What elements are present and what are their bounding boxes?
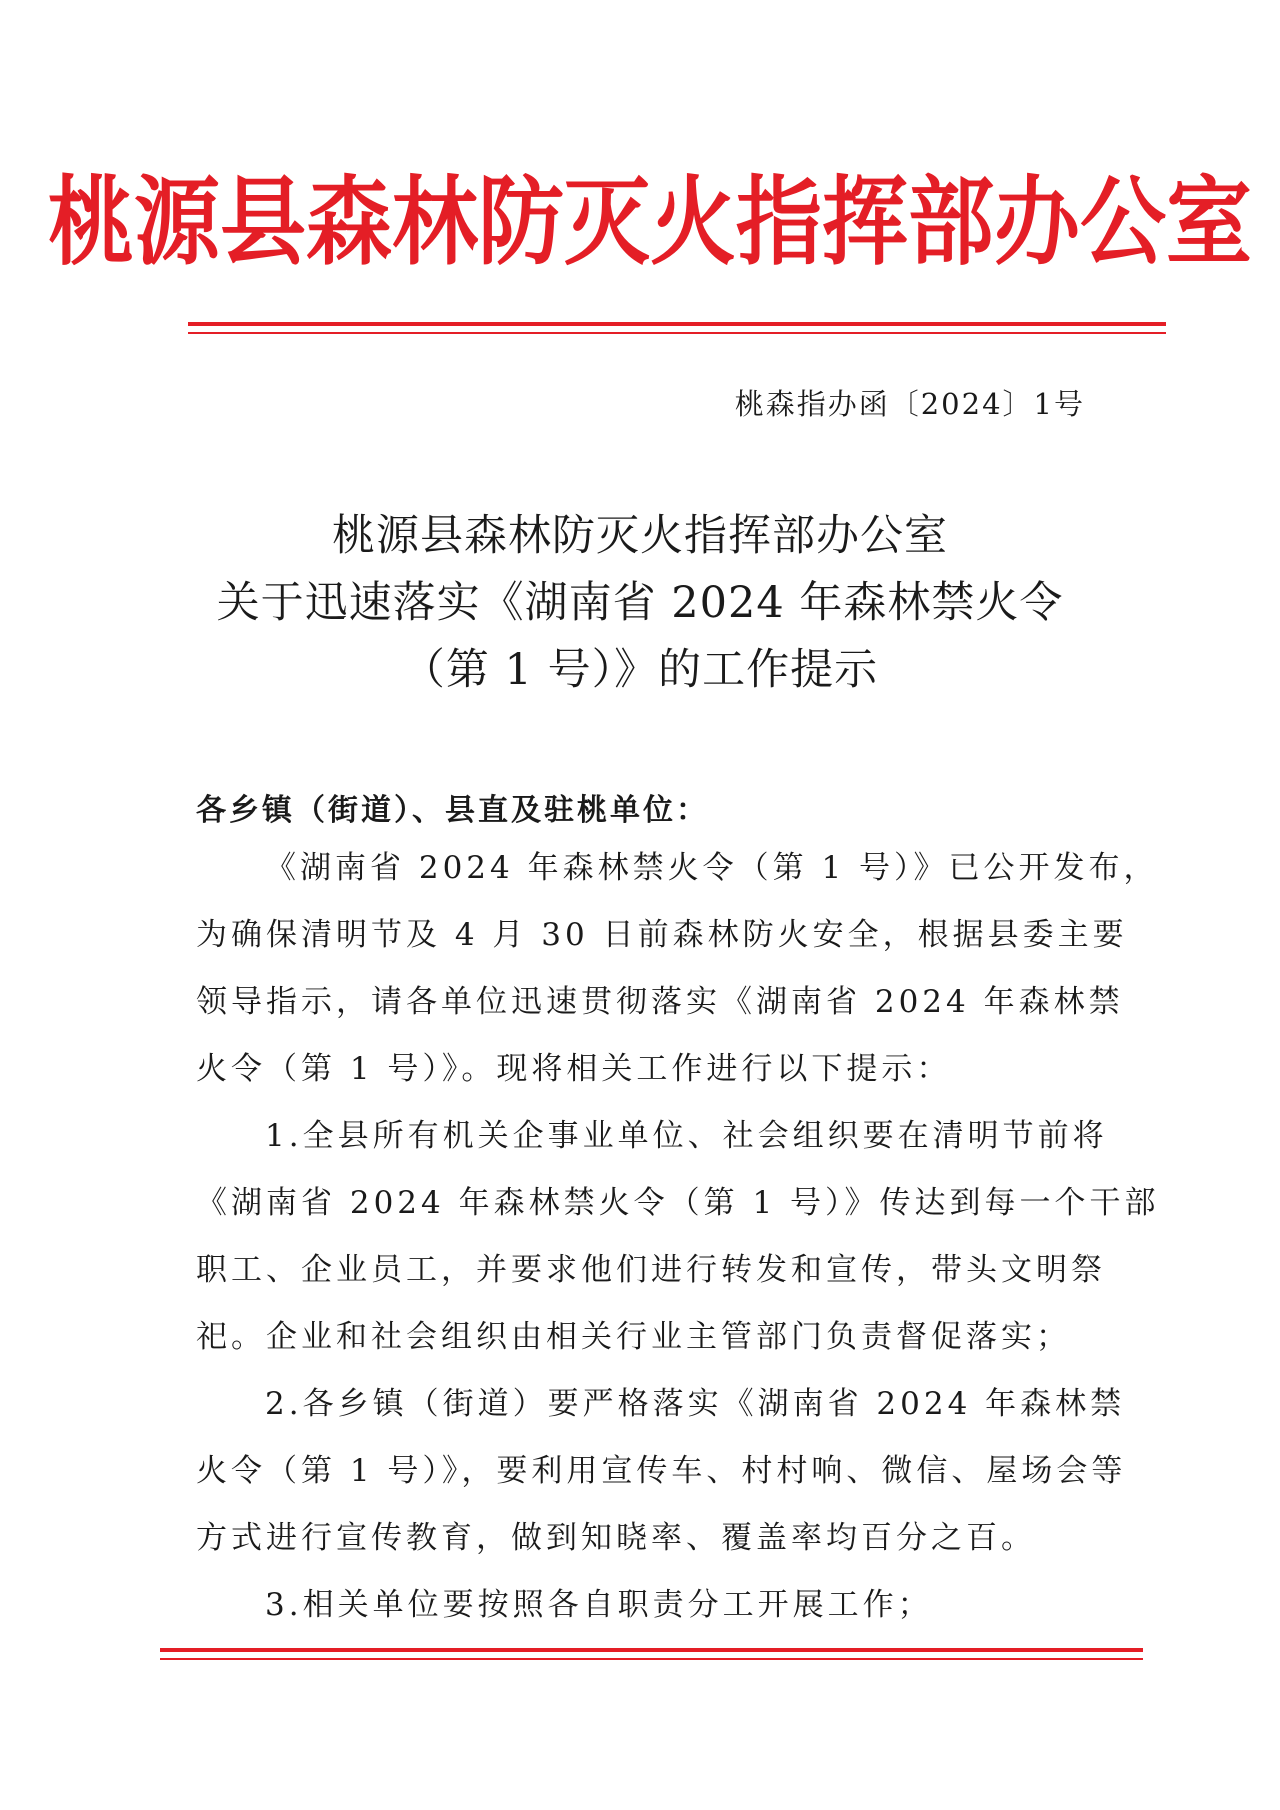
body-line: 火令（第 1 号）》。现将相关工作进行以下提示：	[196, 1051, 952, 1087]
body-line: 3.相关单位要按照各自职责分工开展工作；	[265, 1587, 933, 1623]
document-title-line: 关于迅速落实《湖南省 2024 年森林禁火令	[216, 578, 1064, 628]
masthead-divider-thick	[188, 322, 1166, 326]
body-line: 火令（第 1 号）》，要利用宣传车、村村响、微信、屋场会等	[196, 1453, 1127, 1489]
footer-divider-thick	[160, 1648, 1143, 1652]
document-number: 桃森指办函〔2024〕1号	[734, 387, 1085, 421]
masthead-title: 桃源县森林防灭火指挥部办公室	[48, 165, 1252, 279]
body-line: 2.各乡镇（街道）要严格落实《湖南省 2024 年森林禁	[265, 1386, 1126, 1422]
body-line: 《湖南省 2024 年森林禁火令（第 1 号）》已公开发布，	[265, 850, 1159, 886]
body-line: 职工、企业员工，并要求他们进行转发和宣传，带头文明祭	[196, 1252, 1106, 1288]
body-line: 方式进行宣传教育，做到知晓率、覆盖率均百分之百。	[196, 1520, 1036, 1556]
body-line: 祀。企业和社会组织由相关行业主管部门负责督促落实；	[196, 1319, 1071, 1355]
document-title-line: 桃源县森林防灭火指挥部办公室	[332, 511, 948, 561]
body-line: 领导指示，请各单位迅速贯彻落实《湖南省 2024 年森林禁	[196, 984, 1124, 1020]
masthead-divider-thin	[188, 332, 1166, 334]
addressee: 各乡镇（街道）、县直及驻桃单位：	[196, 793, 709, 828]
footer-divider-thin	[160, 1658, 1143, 1660]
body-line: 为确保清明节及 4 月 30 日前森林防火安全，根据县委主要	[196, 917, 1128, 953]
body-line: 1.全县所有机关企事业单位、社会组织要在清明节前将	[265, 1118, 1108, 1154]
body-line: 《湖南省 2024 年森林禁火令（第 1 号）》传达到每一个干部	[196, 1185, 1160, 1221]
document-title-line: （第 1 号）》的工作提示	[401, 645, 879, 695]
